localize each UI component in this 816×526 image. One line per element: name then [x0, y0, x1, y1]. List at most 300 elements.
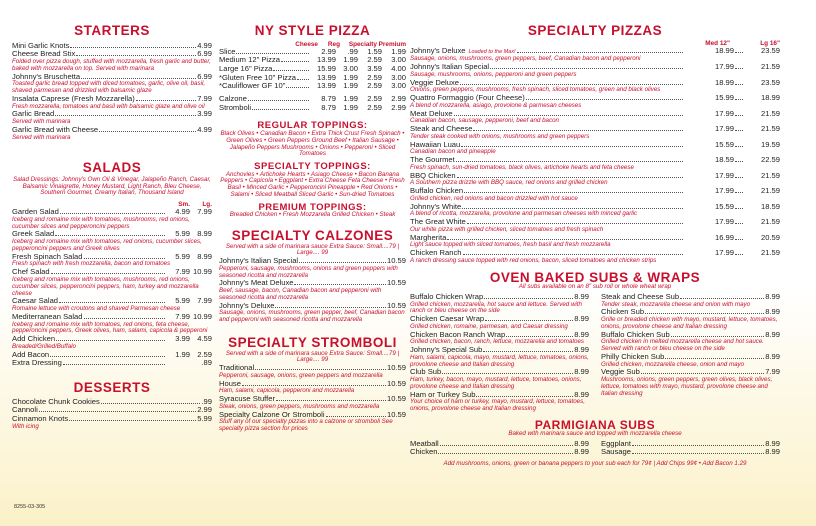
calzones-list-item-leader: [275, 307, 386, 308]
stromboli-list-item-desc: Steak, onions, green peppers, mushrooms and mozzarella: [219, 402, 380, 410]
subs-left-item-desc: Your choice of ham or turkey, mayo, mustard, lettuce, tomatoes, onions, provolone cheese and Italian dressing: [410, 398, 585, 413]
salads-list-item-leader: [60, 213, 165, 214]
subs-left-item-desc: Grilled chicken, bacon, ranch, lettuce, mozzarella and tomatoes: [410, 338, 585, 346]
specialty-pizza-leader: [473, 130, 683, 131]
subs-left-item-price-price: 8.99: [574, 367, 589, 377]
salads-list-item-name: Add Chicken: [12, 334, 56, 344]
calzones-sub: Served with a side of marinara sauce Extra Sauce: Small....79 | Large.... 99: [225, 242, 400, 257]
specialty-pizza-desc: Our white pizza with grilled chicken, sliced tomatoes and fresh spinach: [410, 225, 604, 233]
ny-rows-item-leader: [297, 79, 309, 80]
regular-toppings-title: REGULAR TOPPINGS:: [257, 120, 368, 132]
parm-right-item-row: [601, 448, 780, 457]
specialty-pizza-desc: Grilled chicken, red onions and bacon drizzled with hot sauce: [410, 194, 578, 202]
parmigiana-footer: Add mushrooms, onions, green or banana peppers to your sub each for 79¢ | Add Chips 99¢ • Add Bacon 1.29: [443, 460, 747, 468]
ny-rows2-item-leader: [252, 109, 309, 110]
ny-pizza-rows: [219, 48, 406, 92]
specialty-pizza-name: Steak and Cheese: [410, 124, 473, 133]
ny-rows-item-leader: [281, 61, 309, 62]
salads-list-item-leader: [59, 302, 165, 303]
ny-rows2-item-price-prem: 2.99: [391, 94, 406, 104]
desserts-list-item-leader: [69, 420, 196, 421]
calzones-list-item-name: Johnny's Italian Special: [219, 256, 299, 266]
stromboli-list-item-name: Traditional: [219, 363, 255, 373]
specialty-pizza-leader: [454, 115, 683, 116]
stromboli-sub: Served with a side of marinara sauce Extra Sauce: Small....79 | Large.... 99: [225, 349, 400, 364]
subs-left-item-price-price: 8.99: [574, 291, 589, 301]
ny-pizza-reg-label: Reg: [327, 40, 340, 48]
column-right: [410, 0, 780, 467]
specialty-pizza-tag: Loaded to the Max!: [468, 48, 516, 55]
ny-rows-item-price-cheese: 13.99: [316, 72, 336, 82]
salads-list-item-row: [12, 359, 212, 368]
salads-list-item-leader: [50, 356, 165, 357]
specialty-pizza-lg: 23.59: [760, 77, 780, 87]
salads-list-item-name: Add Bacon: [12, 349, 50, 359]
salads-list-item-price-sm: 5.99: [175, 296, 190, 306]
specialty-pizza-lg: 18.99: [760, 93, 780, 102]
ny-rows-item-name: Slice: [219, 46, 236, 56]
specialty-pizza-name: Quattro Formaggio (Four Cheese): [410, 93, 525, 102]
parm-right-item-price-price: 8.99: [765, 447, 780, 457]
starters-title: STARTERS: [74, 23, 150, 38]
subs-left-item-leader: [476, 396, 573, 397]
ny-rows2-item-price-prem: 2.99: [391, 102, 406, 112]
ny-rows-item-name: *Cauliflower GF 10": [219, 81, 286, 91]
stromboli-list-item-price-price: 10.59: [386, 378, 406, 388]
salads-list-item-name: Fresh Spinach Salad: [12, 251, 83, 261]
subs-left-item-name: Johnny's Special Sub: [410, 345, 483, 355]
specialty-pizza-desc: Canadian bacon and pineapple: [410, 148, 496, 156]
stromboli-list-item-name: Specialty Calzone Or Stromboli: [219, 409, 325, 419]
stromboli-list-item-leader: [242, 385, 386, 386]
stromboli-list-item-leader: [255, 369, 386, 370]
subs-right-item-leader: [680, 298, 764, 299]
stromboli-list-item-price-price: 10.59: [386, 409, 406, 419]
specialty-pizza-name: BBQ Chicken: [410, 170, 456, 180]
subs-left-item-desc: Grilled chicken, romaine, parmesan, and Caesar dressing: [410, 322, 568, 330]
specialty-pizza-leader: [456, 161, 683, 162]
subs-left-item-price-price: 8.99: [574, 314, 589, 324]
starters-list-item-desc: Served with marinara: [12, 133, 71, 141]
ny-rows-item-price-spec: 1.59: [367, 46, 382, 56]
subs-sub: All subs available on an 8" sub roll or whole wheat wrap: [518, 283, 672, 290]
ny-rows-item-price-cheese: 15.99: [316, 63, 336, 73]
desserts-list-item-leader: [39, 411, 196, 412]
salads-list-item-desc: Iceberg and romaine mix with tomatoes, red onions, feta cheese, pepperoncini peppers, Greek olives, ham, salami, capicola & pepperoni: [12, 320, 208, 335]
specialty-pizza-med: 16.99: [714, 232, 734, 242]
ny-rows2-item-name: Stromboli: [219, 102, 252, 112]
specialty-pizza-leader: [467, 223, 683, 224]
salads-list-item-name: Chef Salad: [12, 267, 50, 277]
subs-left-item-desc: Grilled chicken, mozzarella, hot sauce and lettuce. Served with ranch or bleu cheese on the side: [410, 300, 582, 315]
salads-list-item-price-lg: .89: [201, 358, 212, 368]
salads-list-item-desc: Fresh spinach with fresh mozzarella, bacon and tomatoes: [12, 260, 171, 268]
desserts-list-item-name: Chocolate Chunk Cookies: [12, 396, 100, 406]
ny-rows-item-price-reg: 1.99: [343, 81, 358, 91]
premium-toppings-title: PREMIUM TOPPINGS:: [258, 201, 367, 213]
specialty-pizza-leader: [447, 239, 683, 240]
specialty-pizza-leader2: [735, 161, 743, 162]
starters-list-item-leader: [70, 47, 196, 48]
ny-rows-item-leader: [273, 70, 309, 71]
subs-columns: [410, 293, 780, 413]
specialty-pizza-lg: 21.59: [760, 124, 780, 133]
subs-left: [410, 293, 589, 413]
specialty-pizza-med: 15.99: [714, 93, 734, 102]
subs-left-item-price-price: 8.99: [574, 329, 589, 339]
desserts-list-item-name: Cinnamon Knots: [12, 413, 69, 423]
ny-rows-item-price-cheese: 2.99: [321, 46, 336, 56]
specialty-pizza-med: 17.99: [714, 124, 734, 133]
ny-rows-item-price-reg: 3.00: [343, 63, 358, 73]
salads-list-item-price-lg: 2.59: [197, 349, 212, 359]
salads-list-item-leader: [55, 235, 165, 236]
starters-list-item-leader: [136, 100, 196, 101]
desserts-list-item-price-price: 5.99: [197, 413, 212, 423]
specialty-pizza-leader2: [735, 115, 743, 116]
subs-right-item-name: Veggie Sub: [601, 367, 640, 377]
salads-sm-label: Sm.: [178, 201, 190, 209]
calzones-title: SPECIALTY CALZONES: [231, 228, 394, 244]
specialty-pizza-leader: [462, 208, 683, 209]
ny-pizza-prem-label: Specialty Premium: [348, 40, 406, 48]
specialty-pizza-leader2: [735, 68, 743, 69]
parmigiana-left: [410, 440, 589, 457]
ny-rows-item-name: Medium 12" Pizza: [219, 55, 280, 65]
salads-list-item-price-sm: 5.99: [175, 251, 190, 261]
specialty-pizza-name: Meat Deluxe: [410, 108, 453, 118]
ny-rows-item-price-spec: 2.59: [367, 55, 382, 65]
parmigiana-columns: [410, 440, 780, 457]
starters-list-item-name: Johnny's Bruschetta: [12, 71, 81, 81]
salads-list-item-price-lg: 10.99: [192, 267, 212, 277]
salads-list: [12, 208, 212, 368]
specialty-pizza-desc: A Southern pizza drizzle with BBQ sauce, red onions and grilled chicken: [410, 179, 608, 187]
starters-list-item-name: Garlic Bread with Cheese: [12, 124, 99, 134]
salads-list-item-leader: [51, 273, 165, 274]
salads-list-item-price-lg: 7.99: [197, 207, 212, 217]
ny-rows-item-price-spec: 2.59: [367, 72, 382, 82]
subs-right-item-desc: Mushrooms, onions, green peppers, green olives, black olives, lettuce, tomatoes with mayo, mustard, provolone cheese and Italian dressing: [601, 376, 773, 397]
subs-left-item-name: Club Sub: [410, 367, 442, 377]
desserts-list-item-row: [12, 398, 212, 407]
salads-list-item-price-sm: 3.99: [175, 334, 190, 344]
specialty-pizza-med: 17.99: [714, 217, 734, 226]
specialty-pizza-leader: [460, 84, 683, 85]
salads-list-item-price-lg: 8.99: [197, 251, 212, 261]
stromboli-list-item-name: House: [219, 378, 241, 388]
calzones-list-item-desc: Beef, sausage, bacon, Canadian bacon and pepperoni with seasoned ricotta and mozzarella: [219, 287, 382, 301]
ny-rows-item-price-reg: .99: [347, 46, 358, 56]
starters-list: [12, 42, 212, 142]
subs-right-item-leader: [665, 358, 764, 359]
starters-list-item-price-price: 4.99: [197, 124, 212, 134]
ny-rows2-item-price-spec: 2.59: [367, 94, 382, 104]
salads-list-item-leader: [63, 364, 165, 365]
stromboli-list-item-desc: Ham, salami, capicola, pepperoni and mozzarella: [219, 387, 355, 395]
starters-list-item-price-price: 3.99: [197, 109, 212, 119]
salads-list-item-desc: Breaded/Grilled/Buffalo: [12, 342, 76, 350]
stromboli-list-item-leader: [276, 400, 386, 401]
specialty-pizza-desc: Fresh spinach, sun-dried tomatoes, black olives, artichoke hearts and feta cheese: [410, 163, 634, 171]
premium-toppings-list: Breaded Chicken • Fresh Mozzarella Grilled Chicken • Steak: [229, 211, 396, 219]
specialty-pizza-name: Johnny's White: [410, 201, 462, 211]
salads-title: SALADS: [82, 160, 142, 176]
starters-list-item-leader: [55, 115, 196, 116]
starters-list-item-name: Cheese Bread Stix: [12, 49, 76, 59]
parm-left-item-leader: [438, 453, 573, 454]
specialty-pizza-leader2: [735, 223, 743, 224]
desserts-list-item-price-price: 2.99: [197, 405, 212, 415]
calzones-list: [219, 257, 406, 324]
salads-list-item-name: Extra Dressing: [12, 358, 62, 368]
specialty-pizza-lg: 18.59: [760, 201, 780, 211]
parm-left-item-name: Meatball: [410, 438, 439, 448]
calzones-list-item-leader: [294, 284, 386, 285]
specialty-pizza-med: 18.59: [714, 155, 734, 164]
subs-left-item-desc: Ham, turkey, bacon, mayo, mustard, lettuce, tomatoes, onions, provolone cheese and Italian dressing: [410, 376, 582, 390]
ny-rows-item-price-prem: 3.00: [391, 72, 406, 82]
specialty-pizza-lg: 22.59: [760, 155, 780, 164]
ny-pizza-cheese-label: Cheese: [295, 40, 318, 48]
ny-rows-item-price-prem: 4.00: [391, 63, 406, 73]
subs-right-item-name: Buffalo Chicken Sub: [601, 329, 670, 339]
ny-rows2-item-name: Calzone: [219, 94, 247, 104]
specialty-pizza-desc: Sausage, onions, mushrooms, green peppers, beef, Canadian bacon and pepperoni: [410, 55, 641, 63]
stromboli-title: SPECIALTY STROMBOLI: [228, 335, 397, 351]
subs-left-item-name: Buffalo Chicken Wrap: [410, 291, 484, 301]
subs-right-item-name: Steak and Cheese Sub: [601, 291, 680, 301]
specialty-pizza-lg: 21.59: [760, 186, 780, 195]
desserts-list-item-name: Cannoli: [12, 405, 38, 415]
specialty-pizza-leader2: [735, 239, 743, 240]
stromboli-list-item-name: Syracuse Stuffer: [219, 394, 275, 404]
specialty-pizza-name: Buffalo Chicken: [410, 186, 464, 195]
specialty-pizza-name: Johnny's Italian Special: [410, 62, 490, 71]
parm-right-item-name: Eggplant: [601, 438, 631, 448]
salads-list-item-name: Mediterranean Salad: [12, 311, 83, 321]
starters-list-item-desc: Served with marinara: [12, 118, 71, 125]
stromboli-list-item-price-price: 10.59: [386, 394, 406, 404]
ny-rows2-item-row: [219, 104, 406, 113]
specialty-pizza-lg: 21.59: [760, 62, 780, 71]
specialty-pizza-leader2: [735, 146, 743, 147]
subs-left-item-leader: [506, 336, 573, 337]
ny-rows-item-price-cheese: 13.99: [316, 81, 336, 91]
salads-list-item-leader: [84, 258, 166, 259]
specialty-pizza-leader2: [735, 84, 743, 85]
subs-left-item-leader: [485, 320, 573, 321]
salads-lg-label: Lg.: [202, 201, 212, 209]
menu-code: 8255-03-305: [14, 504, 46, 510]
calzones-list-item-leader: [299, 262, 386, 263]
salads-list-item-price-lg: 4.59: [197, 334, 212, 344]
stromboli-list-item-desc: Pepperoni, sausage, onions, green peppers and mozzarella: [219, 371, 383, 379]
stromboli-list-item-leader: [326, 416, 386, 417]
specialty-pizza-leader: [517, 52, 683, 53]
specialty-pizza-name: Johnny's Deluxe: [410, 45, 466, 55]
ny-rows-item-price-cheese: 13.99: [316, 55, 336, 65]
subs-right-item-desc: Grille or breaded chicken with mayo, mustard, lettuce, tomatoes, onions, provolone cheese and Italian dressing: [601, 316, 778, 330]
ny-rows-item-row: [219, 82, 406, 91]
specialty-pizza-leader: [526, 99, 683, 100]
subs-title: OVEN BAKED SUBS & WRAPS: [489, 269, 701, 285]
desserts-list-item-leader: [101, 403, 201, 404]
parmigiana-right: [601, 440, 780, 457]
salads-list-item-price-lg: 7.99: [197, 296, 212, 306]
specialty-pizza-leader: [490, 68, 683, 69]
starters-list-item-desc: Toasted garlic bread topped with diced tomatoes, garlic, olive oil, basil, shaved parmesan and drizzled with balsamic glaze: [12, 80, 206, 94]
ny-rows2-item-price-cheese: 8.79: [321, 94, 336, 104]
subs-right: [601, 293, 780, 413]
parm-right-item-price-price: 8.99: [765, 438, 780, 448]
calzone-stromboli-rows: [219, 95, 406, 112]
parm-right-item-leader: [632, 445, 764, 446]
specialty-pizza-leader2: [735, 192, 743, 193]
calzones-list-item-price-price: 10.59: [386, 300, 406, 310]
subs-right-item-name: Chicken Sub: [601, 307, 645, 317]
desserts-list-item-price-price: .99: [201, 396, 212, 406]
subs-right-item-price-price: 7.99: [765, 367, 780, 377]
specialty-pizzas-title: SPECIALTY PIZZAS: [527, 23, 663, 38]
salads-list-item-price-sm: 4.99: [175, 207, 190, 217]
subs-left-item-leader: [483, 351, 573, 352]
parm-left-item-leader: [440, 445, 574, 446]
subs-right-item-price-price: 8.99: [765, 307, 780, 317]
specialty-pizza-desc: Sausage, mushrooms, onions, pepperoni and green peppers: [410, 70, 577, 78]
subs-right-item-price-price: 8.99: [765, 329, 780, 339]
salads-list-item-name: Greek Salad: [12, 229, 55, 239]
calzones-list-item-name: Johnny's Deluxe: [219, 300, 275, 310]
column-left: [12, 0, 212, 430]
specialty-pizza-leader2: [735, 99, 743, 100]
subs-right-item-name: Philly Chicken Sub: [601, 351, 665, 361]
specialty-pizza-lg: 20.59: [760, 232, 780, 242]
specialty-pizza-name: The Great White: [410, 217, 466, 226]
subs-left-item-desc: Ham, salami, capicola, mayo, mustard, lettuce, tomatoes, onions, provolone cheese and Italian dressing: [410, 353, 589, 368]
starters-list-item-name: Garlic Bread: [12, 109, 55, 119]
specialty-pizza-desc: Tender steak cooked with onions, mushrooms and green peppers: [410, 132, 590, 140]
specialty-pizza-name: Margherita: [410, 232, 447, 242]
parm-left-item-price-price: 8.99: [574, 447, 589, 457]
specialty-pizza-lg: 21.59: [760, 108, 780, 118]
ny-rows2-item-price-spec: 2.59: [367, 102, 382, 112]
specialty-pizza-med: 18.99: [714, 45, 734, 55]
starters-list-item-price-price: 6.99: [197, 49, 212, 59]
calzones-list-item-name: Johnny's Meat Deluxe: [219, 278, 294, 288]
ny-rows-item-name: *Gluten Free 10" Pizza: [219, 72, 296, 82]
column-middle: [219, 0, 406, 433]
parm-left-item-price-price: 8.99: [574, 438, 589, 448]
salads-list-item-desc: Romaine lettuce with croutons and shaved Parmesan cheese: [12, 305, 181, 313]
salads-list-item-price-lg: 8.99: [197, 229, 212, 239]
subs-left-item-price-price: 8.99: [574, 389, 589, 399]
specialty-pizza-name: Chicken Ranch: [410, 248, 462, 257]
desserts-list-item-desc: With icing: [12, 422, 39, 430]
specialty-pizza-name: Veggie Deluxe: [410, 77, 459, 87]
starters-list-item-desc: Fresh mozzarella, tomatoes and basil with balsamic glaze and olive oil: [12, 102, 205, 110]
specialty-pizza-leader2: [735, 130, 743, 131]
starters-list-item-leader: [99, 131, 196, 132]
parm-left-item-row: [410, 448, 589, 457]
desserts-title: DESSERTS: [73, 380, 151, 396]
salads-list-item-desc: Iceberg and romaine mix with tomatoes, mushrooms, red onions, cucumber slices, pepperoncini peppers, ham, turkey and mozzarella cheese: [12, 275, 199, 297]
specialty-pizza-lg: 23.59: [760, 45, 780, 55]
subs-right-item-leader: [645, 313, 764, 314]
salad-dressings-note: Salad Dressings: Johnny's Own Oil & Vinegar, Jalapeño Ranch, Caesar, Balsamic Vinaigrette, Honey Mustard, Light Ranch, Bleu Cheese, Southern Gourmet, Creamy Italian, Thousand Island: [13, 175, 211, 197]
salads-list-item-price-lg: 10.99: [192, 311, 212, 321]
specialty-toppings-list: Anchovies • Artichoke Hearts • Asiago Cheese • Bacon Banana Peppers • Capicola • Eggplant • Extra Cheese Feta Cheese • Fresh Basil • Minced Garlic • Pepperoncini Pineapple • Red Onions • Salami • Sliced Meatball Sliced Garlic • Sun-dried Tomatoes: [220, 170, 405, 198]
ny-rows-item-price-reg: 1.99: [343, 55, 358, 65]
ny-rows-item-price-spec: 3.59: [367, 63, 382, 73]
ny-rows2-item-price-cheese: 8.79: [321, 102, 336, 112]
calzones-list-item-desc: Pepperoni, sausage, mushrooms, onions and green peppers with seasoned ricotta and mozzarella: [219, 264, 398, 279]
specialty-pizza-desc: Light sauce topped with sliced tomatoes, fresh basil and fresh mozzarella: [410, 241, 611, 249]
stromboli-list: [219, 364, 406, 433]
specialty-pizza-desc: A ranch dressing sauce topped with red onions, bacon, sliced tomatoes and chicken strips: [410, 256, 657, 264]
specialty-pizza-med: 15.59: [714, 139, 734, 149]
ny-rows-item-leader: [236, 53, 309, 54]
ny-rows2-item-price-reg: 1.99: [343, 94, 358, 104]
subs-right-item-price-price: 8.99: [765, 351, 780, 361]
subs-right-item-desc: Grilled chicken in melted mozzarella cheese and hot sauce. Served with ranch or bleu cheese on the side: [601, 338, 765, 353]
parm-left-item-name: Chicken: [410, 447, 438, 457]
salads-list-item-price-sm: 7.99: [175, 267, 190, 277]
starters-list-item-price-price: 6.99: [197, 71, 212, 81]
specialty-pizza-leader2: [735, 254, 743, 255]
specialty-lg-label: Lg 16": [760, 39, 780, 47]
subs-right-item-desc: Grilled chicken, mozzarella cheese, onion and mayo: [601, 360, 745, 368]
specialty-pizza-desc: Canadian bacon, sausage, pepperoni, beef and bacon: [410, 117, 559, 125]
specialty-pizza-leader: [457, 177, 683, 178]
parmigiana-title: PARMIGIANA SUBS: [534, 417, 656, 432]
subs-left-item-name: Ham or Turkey Sub: [410, 389, 476, 399]
specialty-pizza-name: The Gourmet: [410, 155, 455, 164]
starters-list-item-leader: [81, 78, 196, 79]
specialty-toppings-title: SPECIALTY TOPPINGS:: [254, 161, 371, 173]
ny-pizza-title: NY STYLE PIZZA: [254, 23, 371, 38]
ny-rows2-item-leader: [248, 100, 309, 101]
subs-right-item-desc: Tender steak, mozzarella cheese and onion with mayo: [601, 300, 751, 308]
salads-list-item-name: Garden Salad: [12, 207, 59, 217]
regular-toppings-list: Black Olives • Canadian Bacon • Extra Thick Crust Fresh Spinach • Green Olives • Green Peppers Ground Beef • Italian Sausage • Jalapeño Peppers Mushrooms • Onions • Pepperoni • Sliced Tomatoes: [220, 129, 405, 158]
salads-list-item-price-sm: 7.99: [175, 311, 190, 321]
specialty-pizza-med: 17.99: [714, 62, 734, 71]
specialty-pizza-med: 17.99: [714, 186, 734, 195]
specialty-pizza-lg: 21.59: [760, 248, 780, 257]
specialty-pizza-leader: [463, 254, 684, 255]
specialty-pizza-desc: Onions, green peppers, mushrooms, fresh spinach, sliced tomatoes, green and black olives: [410, 86, 661, 94]
ny-rows-item-price-prem: 3.00: [391, 81, 406, 91]
starters-list-item-name: Mini Garlic Knots: [12, 40, 70, 50]
specialty-pizza-med: 18.99: [714, 77, 734, 87]
specialty-pizza-desc: A blend of mozzarella, asiago, provolone & parmesan cheeses: [410, 101, 582, 109]
salads-list-item-price-sm: 1.99: [175, 349, 190, 359]
ny-rows-item-leader: [286, 87, 309, 88]
calzones-list-item-price-price: 10.59: [386, 278, 406, 288]
specialty-pizza-leader2: [735, 52, 743, 53]
specialty-pizza-lg: 21.59: [760, 217, 780, 226]
subs-left-item-leader: [442, 373, 573, 374]
subs-right-item-price-price: 8.99: [765, 291, 780, 301]
stromboli-list-item-desc: Stuff any of our specialty pizzas into a calzone or stromboli See specialty pizza section for prices: [219, 418, 393, 433]
specialty-pizza-name: Hawaiian Luau: [410, 139, 461, 149]
subs-right-item-leader: [671, 336, 765, 337]
parmigiana-sub: Baked with marinara sauce and topped with mozzarella cheese: [508, 429, 682, 437]
specialty-pizza-leader: [464, 192, 683, 193]
salads-list-item-leader: [56, 340, 165, 341]
salads-list-item-price-sm: 5.99: [175, 229, 190, 239]
